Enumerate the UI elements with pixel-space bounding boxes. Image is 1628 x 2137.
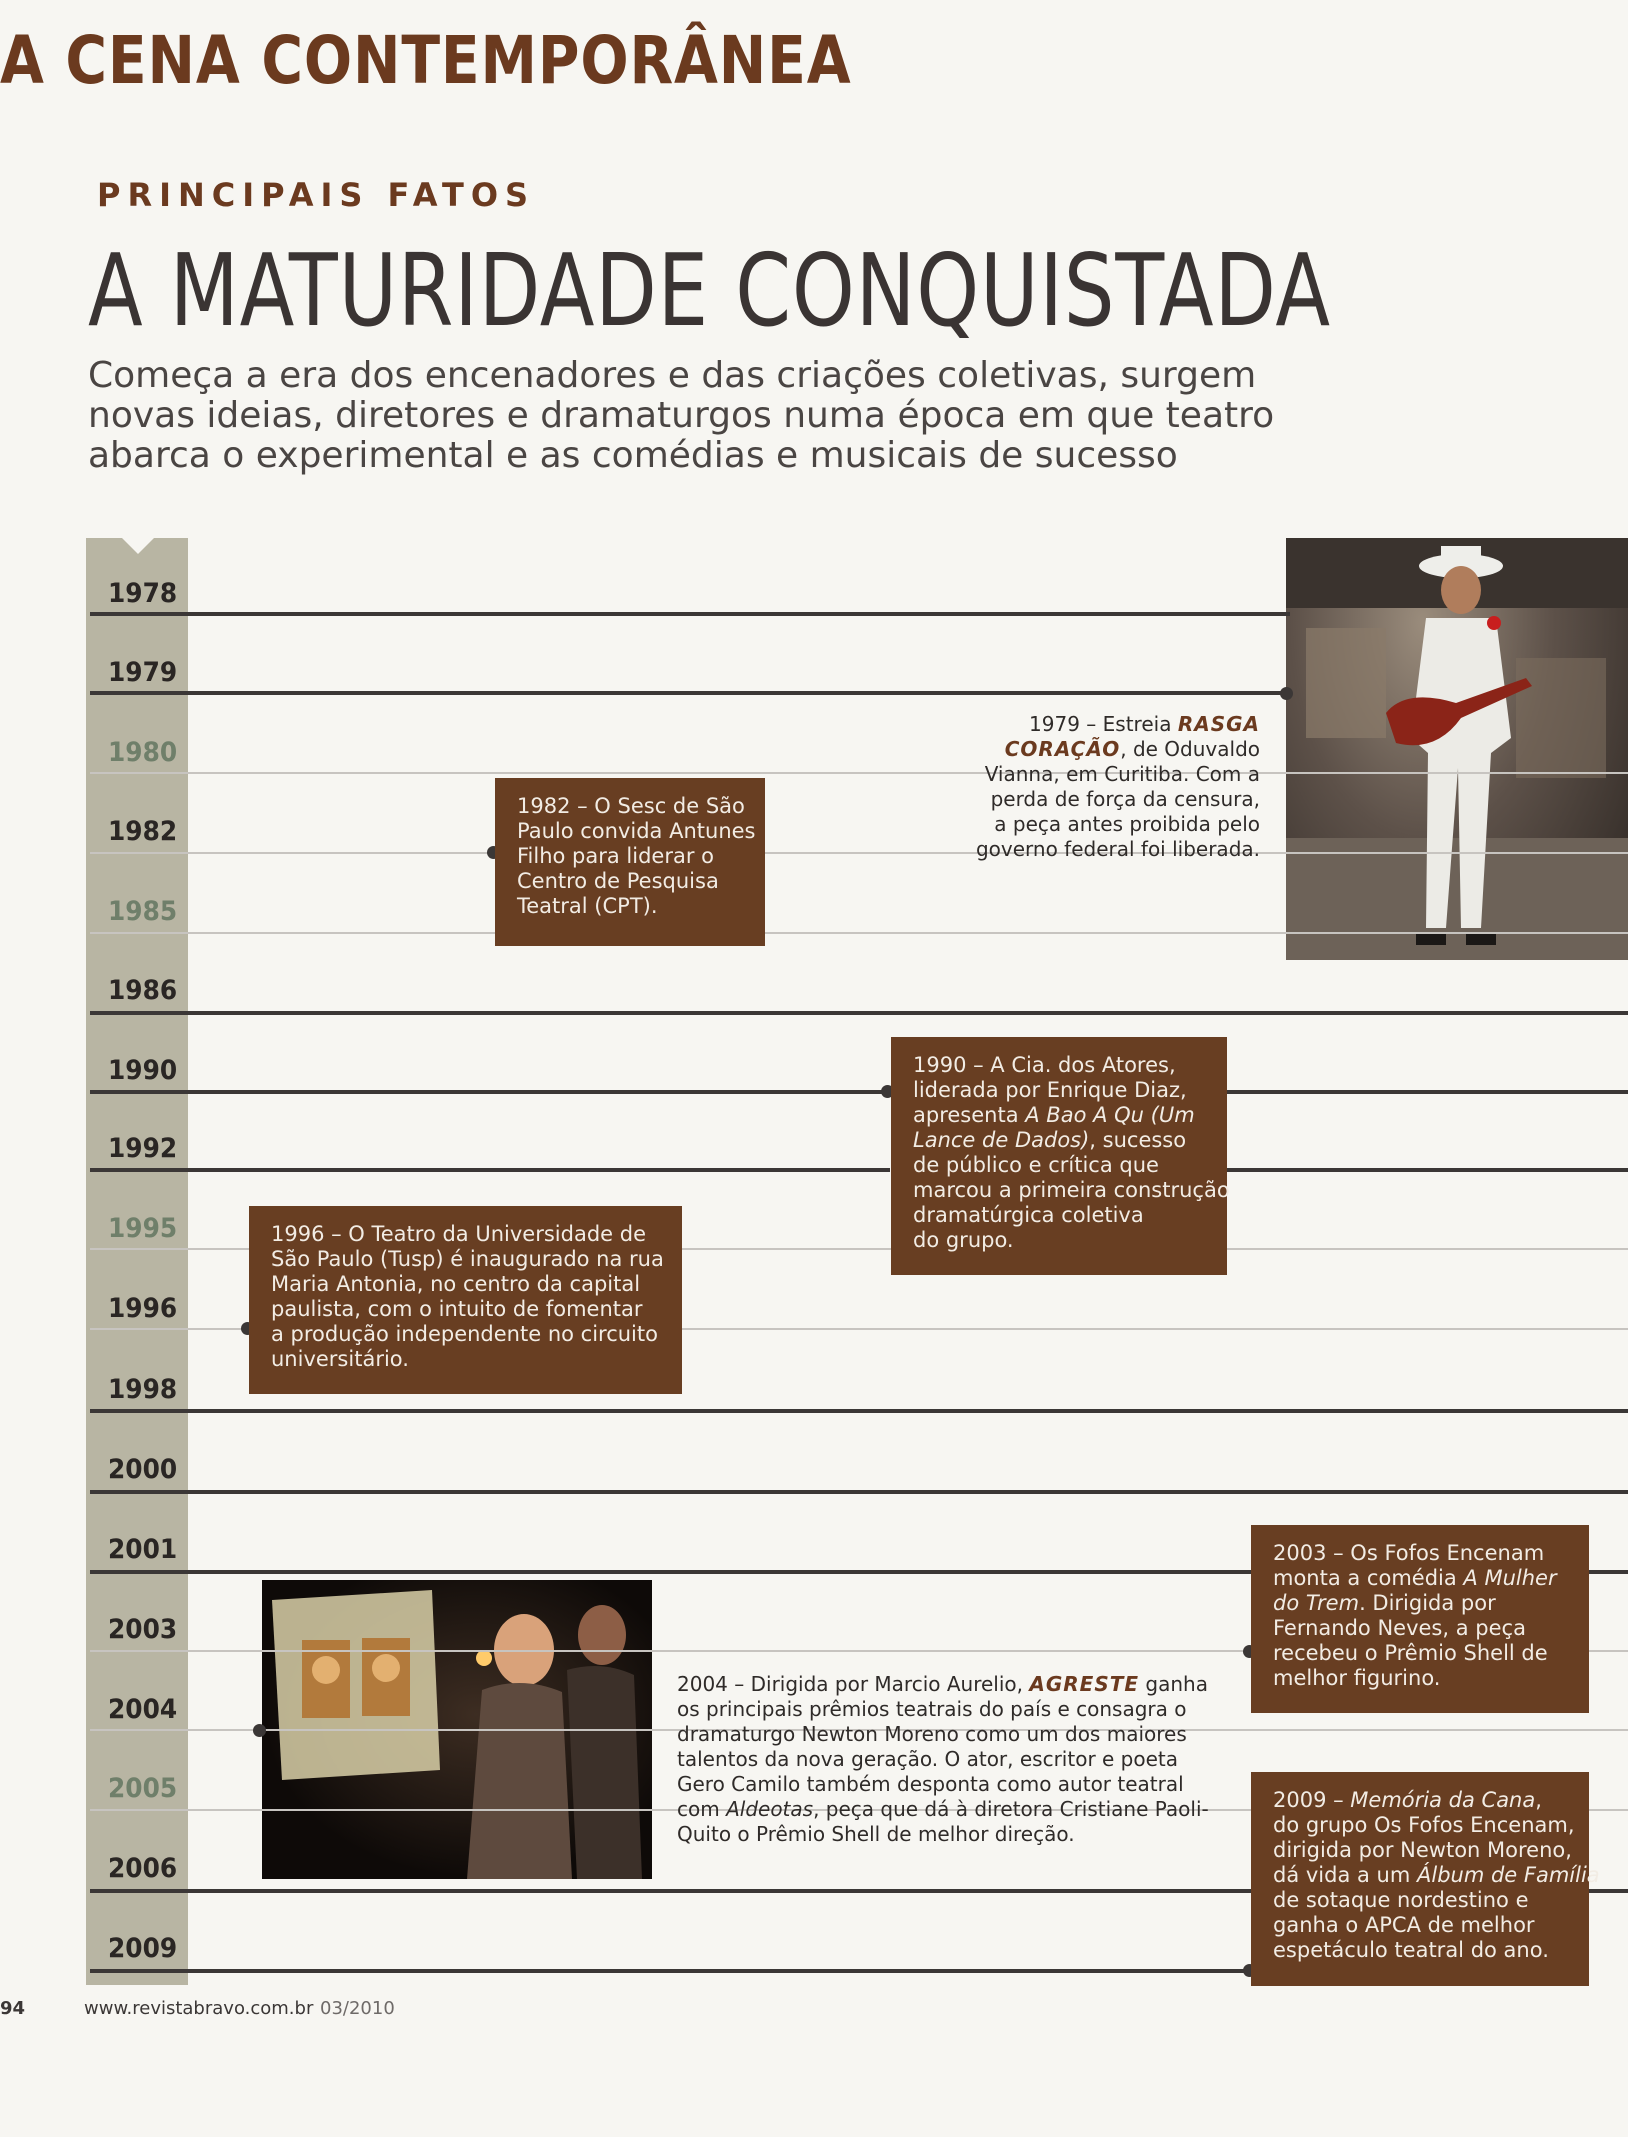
timeline-line-1990-right xyxy=(1226,1090,1628,1094)
event-text: ganha o APCA de melhor xyxy=(1273,1913,1535,1937)
year-label: 2006 xyxy=(108,1853,178,1884)
page-title: A MATURIDADE CONQUISTADA xyxy=(88,232,1331,349)
year-label: 1990 xyxy=(108,1055,178,1086)
event-year: 1979 – xyxy=(1029,712,1097,736)
event-work-title: Lance de Dados) xyxy=(913,1128,1090,1152)
year-label: 1996 xyxy=(108,1293,178,1324)
event-title: CORAÇÃO xyxy=(1004,737,1121,761)
event-text: Gero Camilo também desponta como autor teatral xyxy=(677,1772,1184,1796)
kicker: PRINCIPAIS FATOS xyxy=(97,176,536,214)
year-label: 1982 xyxy=(108,816,178,847)
timeline-line-1986 xyxy=(90,1011,1628,1015)
event-2009-box xyxy=(1251,1772,1600,1986)
timeline-dot-1979 xyxy=(1280,687,1293,700)
event-text: Fernando Neves, a peça xyxy=(1273,1616,1526,1640)
event-text: recebeu o Prêmio Shell de xyxy=(1273,1641,1548,1665)
event-text: a produção independente no circuito xyxy=(271,1322,658,1346)
event-text: , xyxy=(1535,1788,1542,1812)
event-1996-box xyxy=(249,1206,682,1394)
photo-rasga-coracao xyxy=(1286,538,1628,960)
event-title: AGRESTE xyxy=(1029,1672,1140,1696)
event-text: os principais prêmios teatrais do país e consagra o xyxy=(677,1697,1187,1721)
event-text: , peça que dá à diretora Cristiane Paoli- xyxy=(813,1797,1209,1821)
event-text: universitário. xyxy=(271,1347,409,1371)
event-text: de sotaque nordestino e xyxy=(1273,1888,1529,1912)
year-label: 1995 xyxy=(108,1213,178,1244)
event-text: . Dirigida por xyxy=(1359,1591,1496,1615)
year-label: 1985 xyxy=(108,896,178,927)
event-text: espetáculo teatral do ano. xyxy=(1273,1938,1549,1962)
event-work-title: Memória da Cana xyxy=(1350,1788,1536,1812)
timeline-line-1985 xyxy=(90,932,1628,934)
event-work-title: Aldeotas xyxy=(726,1797,814,1821)
year-label: 1998 xyxy=(108,1374,178,1405)
year-label: 2001 xyxy=(108,1534,178,1565)
year-label: 2000 xyxy=(108,1454,178,1485)
event-text: , de Oduvaldo xyxy=(1120,737,1260,761)
timeline-line-1978 xyxy=(90,612,1290,616)
year-label: 2004 xyxy=(108,1694,178,1725)
lead-line: abarca o experimental e as comédias e musicais de sucesso xyxy=(88,435,1178,476)
lead-paragraph xyxy=(88,356,1288,476)
event-1979-caption xyxy=(960,712,1260,862)
timeline-line-1979 xyxy=(90,691,1290,695)
event-text: apresenta xyxy=(913,1103,1026,1127)
timeline-line-1990 xyxy=(90,1090,890,1094)
event-text: 1982 – O Sesc de São xyxy=(517,794,745,818)
event-text: do grupo Os Fofos Encenam, xyxy=(1273,1813,1575,1837)
event-text: dirigida por Newton Moreno, xyxy=(1273,1838,1572,1862)
event-work-title: do Trem xyxy=(1273,1591,1360,1615)
event-work-title: A Mulher xyxy=(1463,1566,1557,1590)
event-2004-caption xyxy=(677,1672,1209,1847)
event-text: com xyxy=(677,1797,727,1821)
event-1982-box xyxy=(495,778,765,946)
timeline-line-1982 xyxy=(90,852,1628,854)
year-label: 2009 xyxy=(108,1933,178,1964)
event-text: 2004 – Dirigida por Marcio Aurelio, xyxy=(677,1672,1030,1696)
timeline-dot-2004 xyxy=(253,1724,266,1737)
event-text: Teatral (CPT). xyxy=(517,894,658,918)
issue-date: 03/2010 xyxy=(320,1998,395,2019)
event-text: , sucesso xyxy=(1089,1128,1187,1152)
event-text: talentos da nova geração. O ator, escritor e poeta xyxy=(677,1747,1179,1771)
event-text: Quito o Prêmio Shell de melhor direção. xyxy=(677,1822,1075,1846)
event-1990-box xyxy=(891,1037,1230,1275)
year-label: 2005 xyxy=(108,1773,178,1804)
year-label: 2003 xyxy=(108,1614,178,1645)
timeline-line-2000 xyxy=(90,1490,1628,1494)
timeline-notch xyxy=(122,538,154,554)
event-work-title: A Bao A Qu (Um xyxy=(1025,1103,1195,1127)
lead-line: Começa a era dos encenadores e das criações coletivas, surgem xyxy=(88,355,1257,396)
section-title: A CENA CONTEMPORÂNEA xyxy=(0,22,852,99)
website-link[interactable]: www.revistabravo.com.br xyxy=(84,1998,314,2019)
year-label: 1992 xyxy=(108,1133,178,1164)
event-text: de público e crítica que xyxy=(913,1153,1159,1177)
event-text: dramatúrgica coletiva xyxy=(913,1203,1144,1227)
event-text: dá vida a um xyxy=(1273,1863,1417,1887)
year-label: 1986 xyxy=(108,975,178,1006)
event-text: São Paulo (Tusp) é inaugurado na rua xyxy=(271,1247,664,1271)
event-text: paulista, com o intuito de fomentar xyxy=(271,1297,643,1321)
event-text: 1990 – A Cia. dos Atores, xyxy=(913,1053,1176,1077)
event-work-title: Álbum de Família xyxy=(1417,1863,1600,1887)
event-text: dramaturgo Newton Moreno como um dos maiores xyxy=(677,1722,1187,1746)
event-text: 2003 – Os Fofos Encenam xyxy=(1273,1541,1545,1565)
event-text: do grupo. xyxy=(913,1228,1014,1252)
timeline-line-1980 xyxy=(90,772,1628,774)
event-text: Centro de Pesquisa xyxy=(517,869,719,893)
event-text: Estreia xyxy=(1096,712,1178,736)
page-footer xyxy=(0,1998,395,2019)
event-text: Filho para liderar o xyxy=(517,844,715,868)
event-2003-box xyxy=(1251,1525,1589,1713)
year-label: 1978 xyxy=(108,578,178,609)
page-number: 94 xyxy=(0,1998,26,2019)
event-text: melhor figurino. xyxy=(1273,1666,1441,1690)
event-title: RASGA xyxy=(1177,712,1260,736)
event-text: 1996 – O Teatro da Universidade de xyxy=(271,1222,646,1246)
event-text: monta a comédia xyxy=(1273,1566,1464,1590)
event-text: perda de força da censura, xyxy=(990,787,1260,811)
lead-line: novas ideias, diretores e dramaturgos numa época em que teatro xyxy=(88,395,1275,436)
event-text: liderada por Enrique Diaz, xyxy=(913,1078,1187,1102)
event-text: ganha xyxy=(1139,1672,1208,1696)
event-text: Vianna, em Curitiba. Com a xyxy=(984,762,1260,786)
timeline-line-2009 xyxy=(90,1969,1290,1973)
event-text: a peça antes proibida pelo xyxy=(994,812,1260,836)
year-label: 1980 xyxy=(108,737,178,768)
timeline-line-1992-right xyxy=(1226,1168,1628,1172)
timeline-line-1998 xyxy=(90,1409,1628,1413)
timeline-line-1992 xyxy=(90,1168,890,1172)
event-text: Maria Antonia, no centro da capital xyxy=(271,1272,641,1296)
event-text: marcou a primeira construção xyxy=(913,1178,1230,1202)
event-text: governo federal foi liberada. xyxy=(975,837,1260,861)
year-label: 1979 xyxy=(108,657,178,688)
event-text: 2009 – xyxy=(1273,1788,1351,1812)
event-text: Paulo convida Antunes xyxy=(517,819,756,843)
